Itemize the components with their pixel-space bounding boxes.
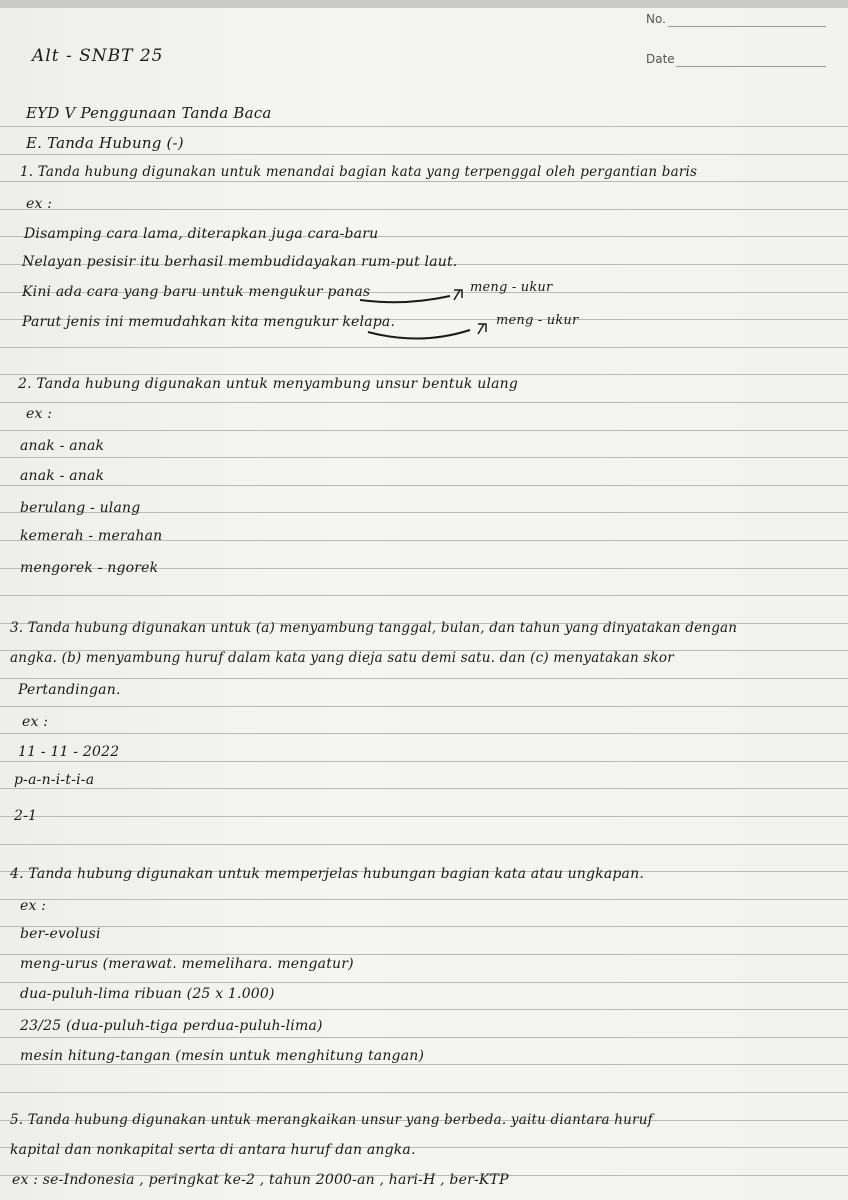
ruled-line [0,899,848,900]
handwritten-line: p-a-n-i-t-i-a [14,772,95,788]
ruled-line [0,926,848,927]
ruled-line [0,402,848,403]
handwritten-line: Pertandingan. [18,682,121,698]
ruled-line [0,181,848,182]
handwritten-line: 4. Tanda hubung digunakan untuk memperjelas hubungan bagian kata atau ungkapan. [10,866,644,882]
handwritten-line: Nelayan pesisir itu berhasil membudidayakan rum-put laut. [22,254,458,270]
handwritten-line: berulang - ulang [20,500,141,516]
handwritten-line: dua-puluh-lima ribuan (25 x 1.000) [20,986,275,1002]
ruled-line [0,485,848,486]
ruled-line [0,982,848,983]
arrow-1-icon [454,290,462,300]
handwritten-line: Disamping cara lama, diterapkan juga cara-baru [24,226,379,242]
ruled-line [0,844,848,845]
ruled-line [0,706,848,707]
ruled-line [0,347,848,348]
annotation-meng-ukur-2: meng - ukur [496,313,579,328]
ruled-line [0,374,848,375]
ruled-line [0,954,848,955]
handwritten-line: 23/25 (dua-puluh-tiga perdua-puluh-lima) [20,1018,323,1034]
annotation-meng-ukur-1: meng - ukur [470,280,553,295]
ruled-line [0,457,848,458]
ruled-line [0,154,848,155]
handwritten-line: E. Tanda Hubung (-) [26,134,184,152]
handwritten-line: 2. Tanda hubung digunakan untuk menyambung unsur bentuk ulang [18,376,519,392]
handwritten-line: ex : [20,898,47,914]
handwritten-line: kemerah - merahan [20,528,163,544]
ruled-line [0,1037,848,1038]
no-line [668,26,826,27]
underline-mengukur-2 [368,330,470,339]
ruled-line [0,1092,848,1093]
ruled-line [0,209,848,210]
handwritten-line: 5. Tanda hubung digunakan untuk merangkaikan unsur yang berbeda. yaitu diantara huruf [10,1112,653,1128]
handwritten-line: anak - anak [20,468,105,484]
ruled-line [0,816,848,817]
ruled-line [0,595,848,596]
handwritten-line: ex : [22,714,49,730]
ruled-line [0,126,848,127]
underline-mengukur-1 [360,296,450,302]
no-label: No. [646,12,666,26]
date-label: Date [646,52,675,66]
top-binding-edge [0,0,848,8]
handwritten-line: meng-urus (merawat. memelihara. mengatur) [20,956,354,972]
arrow-2-icon [478,324,486,334]
ruled-line [0,678,848,679]
ruled-line [0,788,848,789]
handwritten-line: anak - anak [20,438,105,454]
page-top-title: Alt - SNBT 25 [32,46,164,66]
handwritten-line: mengorek - ngorek [20,560,159,576]
handwritten-line: EYD V Penggunaan Tanda Baca [26,104,272,122]
handwritten-line: ex : [26,406,53,422]
handwritten-line: 11 - 11 - 2022 [18,744,120,760]
ruled-line [0,1009,848,1010]
handwritten-line: ber-evolusi [20,926,101,942]
ruled-line [0,761,848,762]
handwritten-line: 1. Tanda hubung digunakan untuk menandai bagian kata yang terpenggal oleh pergantian baris [20,164,698,180]
handwritten-line: Parut jenis ini memudahkan kita mengukur kelapa. [22,314,396,330]
handwritten-line: 2-1 [14,808,38,824]
ruled-line [0,1064,848,1065]
handwritten-line: 3. Tanda hubung digunakan untuk (a) menyambung tanggal, bulan, dan tahun yang dinyatakan dengan [10,620,738,636]
handwritten-line: angka. (b) menyambung huruf dalam kata yang dieja satu demi satu. dan (c) menyatakan skor [10,650,674,666]
ruled-line [0,430,848,431]
handwritten-line: ex : [26,196,53,212]
handwritten-line: ex : se-Indonesia , peringkat ke-2 , tahun 2000-an , hari-H , ber-KTP [12,1172,509,1188]
handwritten-line: mesin hitung-tangan (mesin untuk menghitung tangan) [20,1048,425,1064]
handwritten-line: Kini ada cara yang baru untuk mengukur panas [22,284,371,300]
ruled-line [0,733,848,734]
handwritten-line: kapital dan nonkapital serta di antara huruf dan angka. [10,1142,416,1158]
date-line [676,66,826,67]
